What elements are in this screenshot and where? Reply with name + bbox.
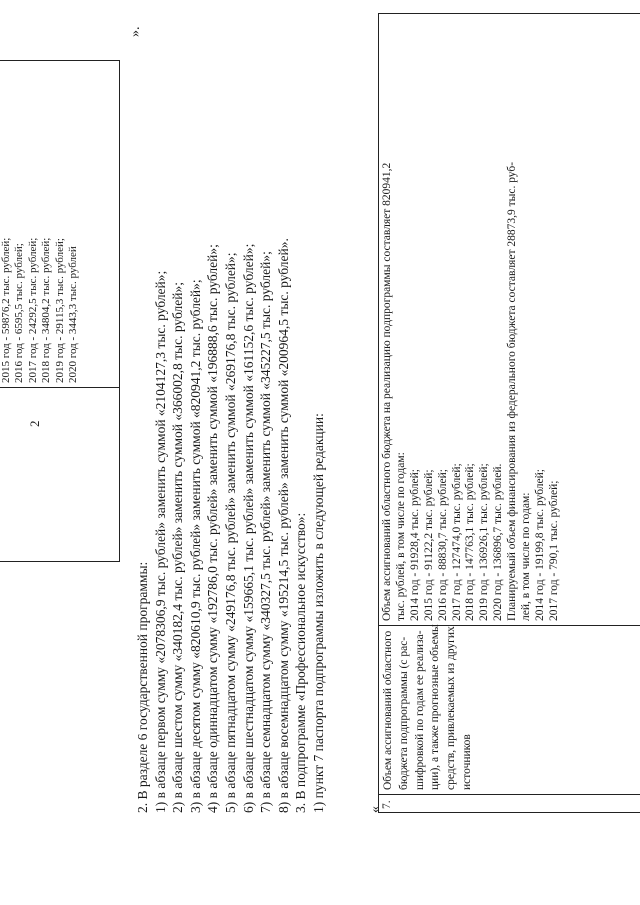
value-line: лей, в том числе по годам:: [520, 492, 533, 621]
amendment-item: 6) в абзаце шестнадцатом сумму «159665,1 тыс. рублей» заменить суммой «161152,6 тыс. рублей»;: [240, 243, 256, 813]
passport-table: [378, 13, 640, 813]
table-line: 2017 год - 24292,5 тыс. рублей;: [26, 237, 39, 383]
value-line: 2014 год - 19199,8 тыс. рублей;: [533, 469, 546, 621]
amendment-item: 1) в абзаце первом сумму «2078306,9 тыс. рублей» заменить суммой «2104127,3 тыс. рублей»;: [152, 270, 168, 813]
value-line: 2016 год - 88830,7 тыс. рублей;: [436, 469, 449, 621]
page-number: 2: [27, 420, 42, 427]
label-line: источников: [460, 734, 473, 790]
label-line: бюджета подпрограммы (с рас-: [397, 636, 410, 790]
label-line: ции), а также прогнозные объемы: [429, 624, 442, 790]
value-line: 2017 год - 790,1 тыс. рублей;: [547, 480, 560, 621]
row-value-cell: [381, 16, 562, 621]
opening-quote-mark: «: [368, 806, 383, 813]
table-column-divider: [379, 794, 640, 795]
amendment-item: 4) в абзаце одиннадцатом сумму «192786,0 тыс. рублей» заменить суммой «196888,6 тыс. рублей»;: [205, 244, 221, 813]
amendment-item: 8) в абзаце восемнадцатом сумму «195214,5 тыс. рублей» заменить суммой «200964,5 тыс. рублей».: [275, 238, 291, 813]
row-number: 7.: [381, 800, 393, 809]
value-line: 2014 год - 91928,4 тыс. рублей;: [408, 469, 421, 621]
value-line: 2015 год - 91122,2 тыс. рублей;: [422, 469, 435, 621]
section-heading: 2. В разделе 6 государственной программы:: [135, 561, 150, 813]
label-line: средств, привлекаемых из других: [445, 626, 458, 790]
amendment-text: [134, 23, 328, 813]
value-line: Объем ассигнований областного бюджета на реализацию подпрограммы составляет 820941,2: [381, 162, 393, 621]
continuation-table: [0, 60, 120, 562]
table-value-cell: [0, 63, 80, 383]
value-line: Планируемый объем финансирования из федерального бюджета составляет 28873,9 тыс. руб-: [506, 161, 519, 621]
amendment-item: 5) в абзаце пятнадцатом сумму «249176,8 тыс. рублей» заменить суммой «269176,8 тыс. рублей»;: [222, 252, 238, 813]
table-line: 2016 год - 6595,5 тыс. рублей;: [13, 243, 26, 383]
amendment-item: 2) в абзаце шестом сумму «340182,4 тыс. рублей» заменить суммой «366002,8 тыс. рублей»;: [170, 282, 186, 813]
section-heading: 3. В подпрограмме «Профессиональное искусство»:: [293, 512, 309, 813]
row-label-cell: [381, 624, 476, 790]
value-line: 2020 год - 136896,7 тыс. рублей.: [492, 463, 505, 621]
table-column-divider: [379, 625, 640, 626]
table-line: 2020 год - 3443,3 тыс. рублей: [67, 246, 80, 383]
value-line: 2019 год - 136926,1 тыс. рублей;: [478, 463, 491, 621]
label-line: Объем ассигнований областного: [382, 630, 394, 790]
table-line: 2018 год - 34804,2 тыс. рублей;: [40, 237, 53, 383]
amendment-item: 1) пункт 7 паспорта подпрограммы изложить в следующей редакции:: [310, 413, 326, 813]
table-line: 2015 год - 59876,2 тыс. рублей;: [0, 237, 12, 383]
value-line: тыс. рублей, в том числе по годам:: [394, 452, 407, 621]
value-line: 2017 год - 127474,0 тыс. рублей;: [450, 463, 463, 621]
closing-quote-mark: ».: [128, 26, 143, 37]
table-column-divider: [0, 387, 119, 388]
amendment-item: 3) в абзаце десятом сумму «820610,9 тыс. рублей» заменить суммой «820941,2 тыс. рублей»;: [187, 279, 203, 813]
label-line: шифровкой по годам ее реализа-: [413, 630, 426, 790]
amendment-item: 7) в абзаце семнадцатом сумму «340327,5 тыс. рублей» заменить суммой «345227,5 тыс. рублей»;: [258, 251, 274, 813]
value-line: 2018 год - 147763,1 тыс. рублей;: [464, 463, 477, 621]
table-line: 2019 год - 29115,3 тыс. рублей;: [53, 238, 66, 383]
